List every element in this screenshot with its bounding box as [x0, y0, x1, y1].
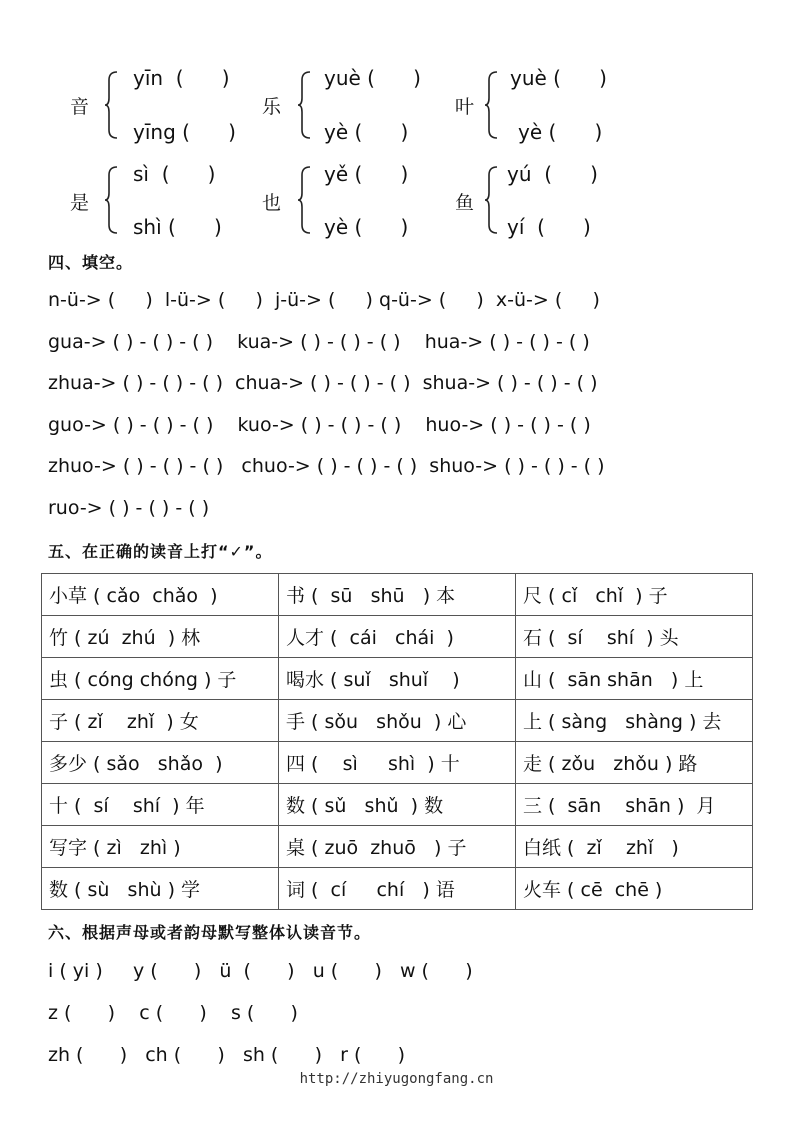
fill-row: guo-> ( ) - ( ) - ( ) kuo-> ( ) - ( ) - ( ) huo-> ( ) - ( ) - ( ) — [48, 414, 591, 436]
char-ye2: 也 — [262, 192, 282, 214]
table-cell[interactable]: 虫 ( cóng chóng ) 子 — [42, 658, 279, 700]
table-cell[interactable]: 数 ( sǔ shǔ ) 数 — [279, 784, 516, 826]
char-ye: 叶 — [455, 96, 475, 118]
table-cell[interactable]: 白纸 ( zǐ zhǐ ) — [516, 826, 753, 868]
table-cell[interactable]: 四 ( sì shì ) 十 — [279, 742, 516, 784]
fill-row: i ( yi ) y ( ) ü ( ) u ( ) w ( ) — [48, 960, 473, 982]
table-row — [42, 784, 753, 826]
char-yin: 音 — [70, 96, 90, 118]
brace-icon — [104, 165, 118, 235]
table-cell[interactable]: 词 ( cí chí ) 语 — [279, 868, 516, 910]
brace-icon — [297, 70, 311, 140]
table-cell[interactable]: 桌 ( zuō zhuō ) 子 — [279, 826, 516, 868]
brace-icon — [104, 70, 118, 140]
tone-table — [41, 573, 753, 910]
table-cell[interactable]: 三 ( sān shān ) 月 — [516, 784, 753, 826]
pinyin-option: yú ( ) — [507, 162, 598, 186]
pinyin-option: yè ( ) — [324, 120, 409, 144]
fill-row: gua-> ( ) - ( ) - ( ) kua-> ( ) - ( ) - ( ) hua-> ( ) - ( ) - ( ) — [48, 331, 590, 353]
pinyin-option: yè ( ) — [518, 120, 603, 144]
pinyin-option: shì ( ) — [133, 215, 222, 239]
pinyin-option: yè ( ) — [324, 215, 409, 239]
table-cell[interactable]: 山 ( sān shān ) 上 — [516, 658, 753, 700]
fill-row: z ( ) c ( ) s ( ) — [48, 1002, 298, 1024]
pinyin-option: sì ( ) — [133, 162, 216, 186]
table-cell[interactable]: 火车 ( cē chē ) — [516, 868, 753, 910]
table-cell[interactable]: 尺 ( cǐ chǐ ) 子 — [516, 574, 753, 616]
table-row — [42, 616, 753, 658]
table-cell[interactable]: 写字 ( zì zhì ) — [42, 826, 279, 868]
fill-row: zhua-> ( ) - ( ) - ( ) chua-> ( ) - ( ) - ( ) shua-> ( ) - ( ) - ( ) — [48, 372, 598, 394]
pinyin-option: yuè ( ) — [510, 66, 607, 90]
brace-icon — [484, 165, 498, 235]
table-cell[interactable]: 走 ( zǒu zhǒu ) 路 — [516, 742, 753, 784]
table-row — [42, 658, 753, 700]
fill-row: zhuo-> ( ) - ( ) - ( ) chuo-> ( ) - ( ) - ( ) shuo-> ( ) - ( ) - ( ) — [48, 455, 605, 477]
section-heading: 四、填空。 — [48, 253, 134, 272]
table-cell[interactable]: 数 ( sù shù ) 学 — [42, 868, 279, 910]
table-cell[interactable]: 人才 ( cái chái ) — [279, 616, 516, 658]
pinyin-option: yīn ( ) — [133, 66, 230, 90]
footer-url: http://zhiyugongfang.cn — [299, 1071, 494, 1087]
char-yu: 鱼 — [455, 192, 475, 214]
table-row — [42, 700, 753, 742]
pinyin-option: yīng ( ) — [133, 120, 236, 144]
fill-row: n-ü-> ( ) l-ü-> ( ) j-ü-> ( ) q-ü-> ( ) x-ü-> ( ) — [48, 289, 600, 311]
table-cell[interactable]: 十 ( sí shí ) 年 — [42, 784, 279, 826]
table-cell[interactable]: 竹 ( zú zhú ) 林 — [42, 616, 279, 658]
char-shi: 是 — [70, 192, 90, 214]
table-cell[interactable]: 小草 ( cǎo chǎo ) — [42, 574, 279, 616]
char-yue: 乐 — [262, 96, 282, 118]
brace-icon — [297, 165, 311, 235]
section-heading: 六、根据声母或者韵母默写整体认读音节。 — [48, 923, 372, 942]
table-row — [42, 742, 753, 784]
pinyin-option: yuè ( ) — [324, 66, 421, 90]
table-row — [42, 868, 753, 910]
fill-row: zh ( ) ch ( ) sh ( ) r ( ) — [48, 1044, 406, 1066]
table-row — [42, 826, 753, 868]
table-cell[interactable]: 多少 ( sǎo shǎo ) — [42, 742, 279, 784]
fill-row: ruo-> ( ) - ( ) - ( ) — [48, 497, 210, 519]
table-cell[interactable]: 喝水 ( suǐ shuǐ ) — [279, 658, 516, 700]
table-cell[interactable]: 手 ( sǒu shǒu ) 心 — [279, 700, 516, 742]
table-cell[interactable]: 上 ( sàng shàng ) 去 — [516, 700, 753, 742]
brace-icon — [484, 70, 498, 140]
pinyin-option: yě ( ) — [324, 162, 409, 186]
pinyin-option: yí ( ) — [507, 215, 591, 239]
table-row — [42, 574, 753, 616]
table-cell[interactable]: 子 ( zǐ zhǐ ) 女 — [42, 700, 279, 742]
table-cell[interactable]: 书 ( sū shū ) 本 — [279, 574, 516, 616]
section-heading: 五、在正确的读音上打“✓”。 — [48, 542, 273, 561]
table-cell[interactable]: 石 ( sí shí ) 头 — [516, 616, 753, 658]
